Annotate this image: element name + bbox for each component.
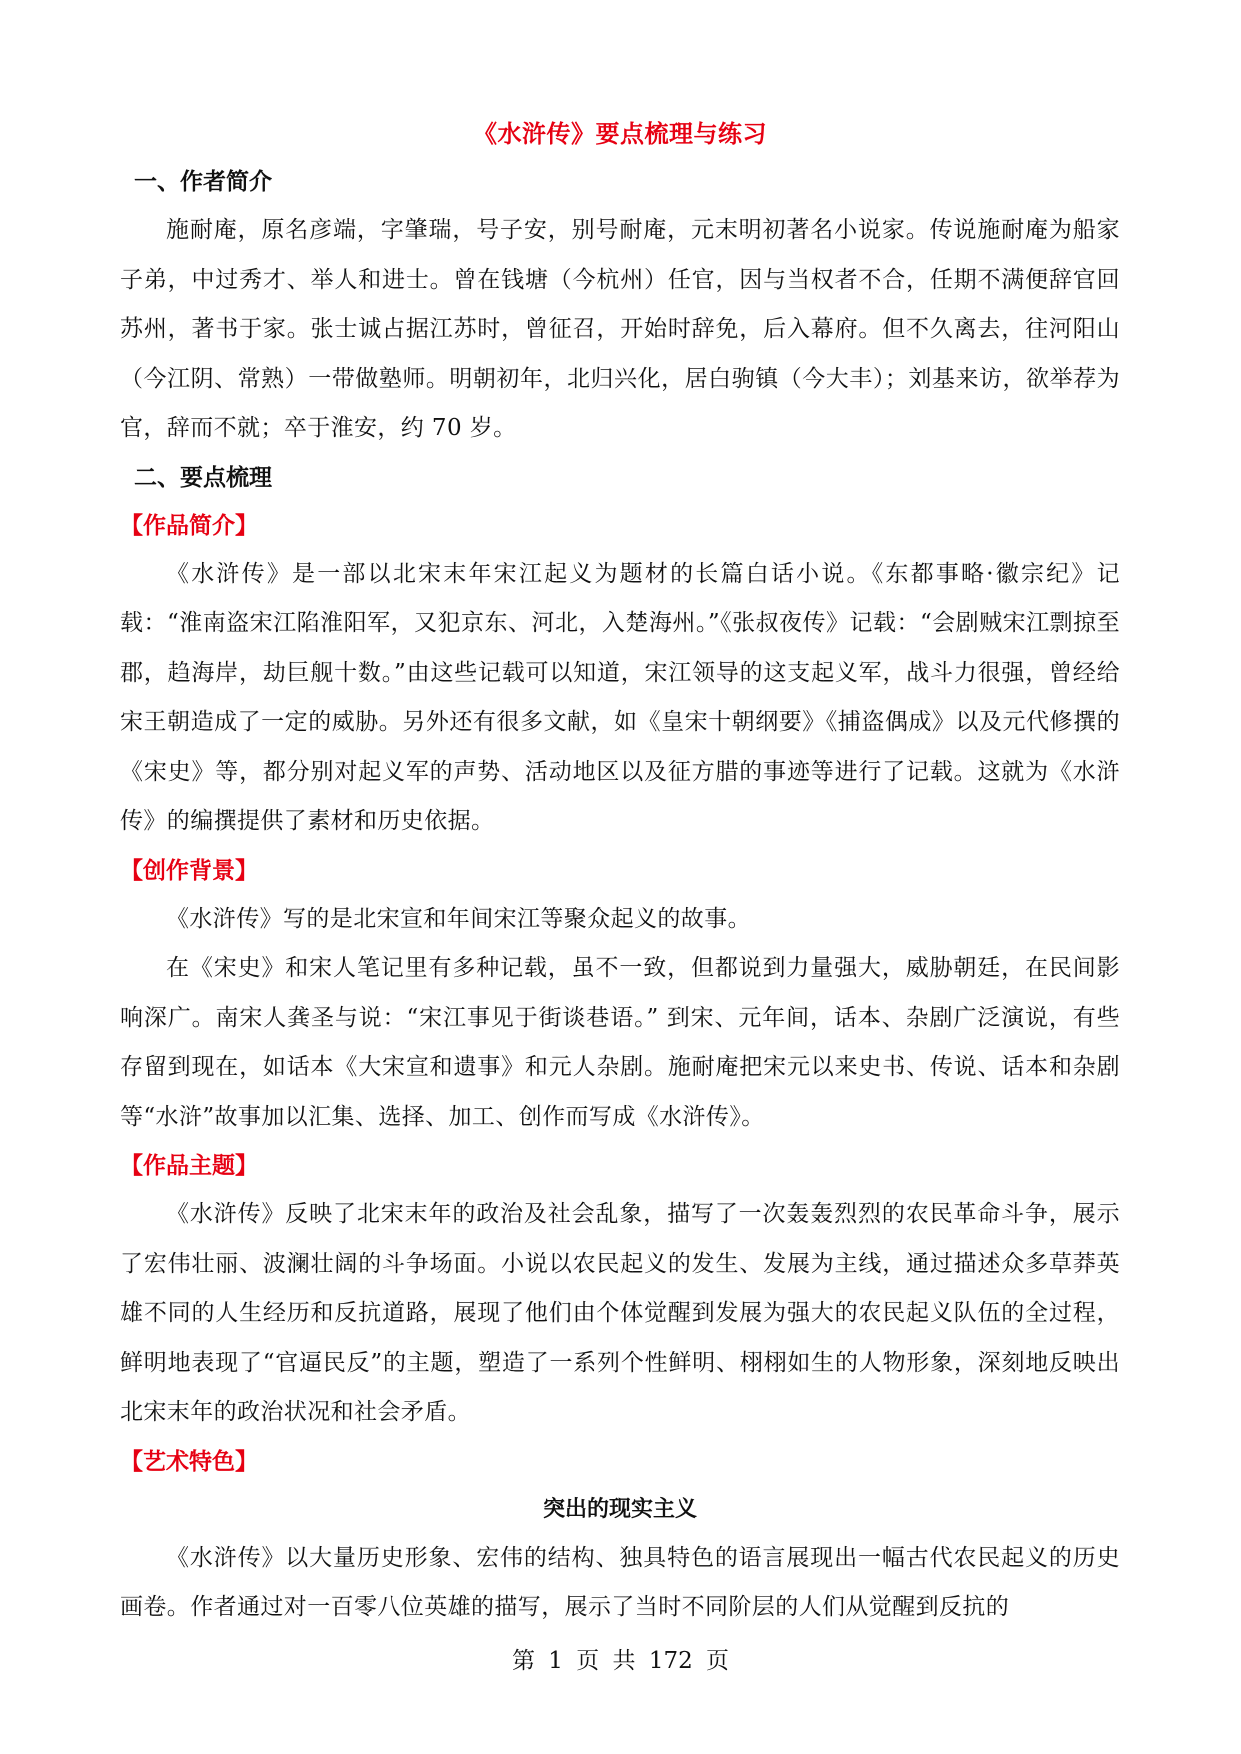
art-paragraph: 《水浒传》以大量历史形象、宏伟的结构、独具特色的语言展现出一幅古代农民起义的历史画卷。作者通过对一百零八位英雄的描写，展示了当时不同阶层的人们从觉醒到反抗的	[120, 1544, 1120, 1620]
label-art-features: 【艺术特色】	[120, 1448, 258, 1475]
label-work-intro: 【作品简介】	[120, 512, 258, 539]
theme-paragraph: 《水浒传》反映了北宋末年的政治及社会乱象，描写了一次轰轰烈烈的农民革命斗争，展示了宏伟壮丽、波澜壮阔的斗争场面。小说以农民起义的发生、发展为主线，通过描述众多草莽英雄不同的人生经历和反抗道路，展现了他们由个体觉醒到发展为强大的农民起义队伍的全过程，鲜明地表现了“官逼民反”的主题，塑造了一系列个性鲜明、栩栩如生的人物形象，深刻地反映出北宋末年的政治状况和社会矛盾。	[120, 1201, 1120, 1425]
section-heading-key-points: 二、要点梳理	[134, 464, 272, 491]
page-footer: 第 1 页 共 172 页	[511, 1648, 730, 1674]
document-title: 《水浒传》要点梳理与练习	[473, 119, 767, 148]
art-subheading: 突出的现实主义	[542, 1496, 697, 1522]
document-page	[120, 110, 1120, 1633]
section-heading-author: 一、作者简介	[134, 169, 272, 195]
background-paragraph-1: 《水浒传》写的是北宋宣和年间宋江等聚众起义的故事。	[166, 905, 751, 932]
label-background: 【创作背景】	[120, 857, 258, 884]
background-paragraph-2: 在《宋史》和宋人笔记里有多种记载，虽不一致，但都说到力量强大，威胁朝廷，在民间影响深广。南宋人龚圣与说：“宋江事见于街谈巷语。” 到宋、元年间，话本、杂剧广泛演说，有些存留到现在，如话本《大宋宣和遗事》和元人杂剧。施耐庵把宋元以来史书、传说、话本和杂剧等“水浒”故事加以汇集、选择、加工、创作而写成《水浒传》。	[120, 955, 1120, 1130]
work-intro-paragraph: 《水浒传》是一部以北宋末年宋江起义为题材的长篇白话小说。《东都事略·徽宗纪》记载：“淮南盗宋江陷淮阳军，又犯京东、河北，入楚海州。”《张叔夜传》记载：“会剧贼宋江剽掠至郡，趋海岸，劫巨舰十数。”由这些记载可以知道，宋江领导的这支起义军，战斗力很强，曾经给宋王朝造成了一定的威胁。另外还有很多文献，如《皇宋十朝纲要》《捕盗偶成》以及元代修撰的《宋史》等，都分别对起义军的声势、活动地区以及征方腊的事迹等进行了记载。这就为《水浒传》的编撰提供了素材和历史依据。	[120, 560, 1120, 834]
author-paragraph: 施耐庵，原名彦端，字肇瑞，号子安，别号耐庵，元末明初著名小说家。传说施耐庵为船家子弟，中过秀才、举人和进士。曾在钱塘（今杭州）任官，因与当权者不合，任期不满便辞官回苏州，著书于家。张士诚占据江苏时，曾征召，开始时辞免，后入幕府。但不久离去，往河阳山（今江阴、常熟）一带做塾师。明朝初年，北归兴化，居白驹镇（今大丰）；刘基来访，欲举荐为官，辞而不就；卒于淮安，约 70 岁。	[120, 217, 1120, 441]
label-theme: 【作品主题】	[120, 1153, 258, 1179]
